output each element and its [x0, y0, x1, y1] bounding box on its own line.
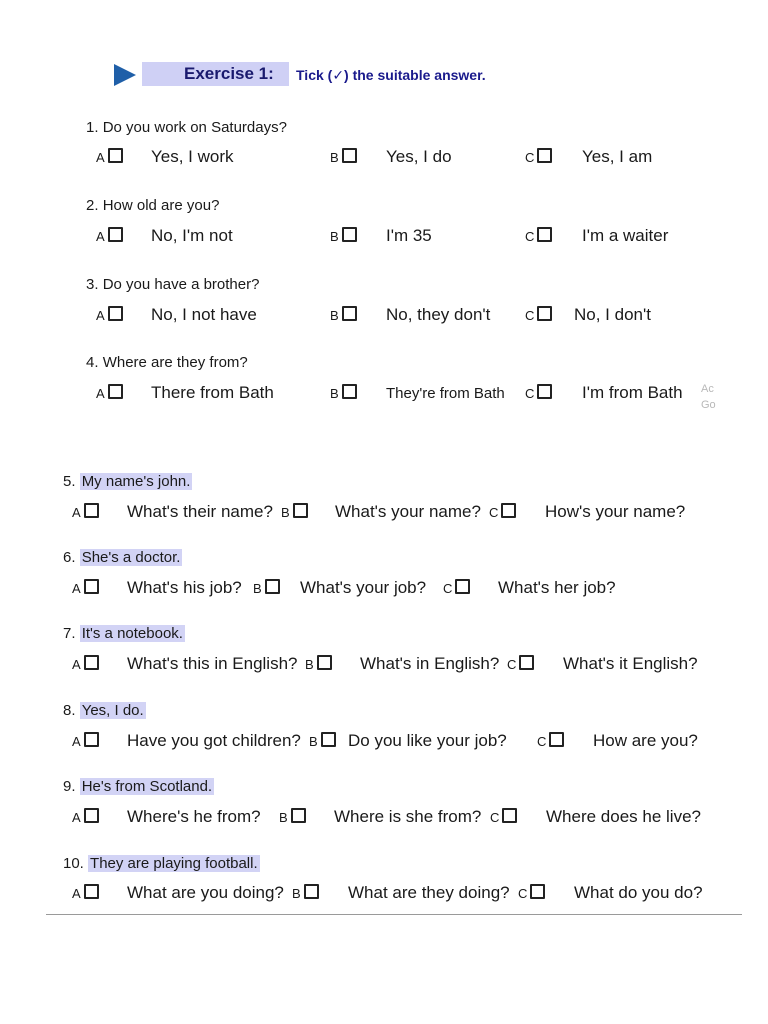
answer-a: What's his job?: [127, 578, 242, 597]
question-1: 1. Do you work on Saturdays?: [86, 119, 287, 136]
question-text: Yes, I do.: [81, 702, 144, 719]
question-text: Do you work on Saturdays?: [102, 119, 287, 136]
question-text: Where are they from?: [102, 354, 248, 371]
answer-c: I'm a waiter: [582, 226, 669, 245]
option-c[interactable]: C: [490, 807, 517, 827]
option-b[interactable]: B: [281, 502, 308, 522]
answer-c: No, I don't: [574, 305, 651, 324]
checkbox-icon[interactable]: [84, 655, 99, 670]
option-c[interactable]: C: [525, 226, 552, 246]
options-row-3: [0, 305, 700, 327]
answer-a: There from Bath: [151, 383, 274, 402]
question-text: Do you have a brother?: [102, 276, 260, 293]
question-4: 4. Where are they from?: [86, 354, 248, 371]
checkbox-icon[interactable]: [291, 808, 306, 823]
option-a[interactable]: A: [72, 654, 99, 674]
options-row-7: [0, 654, 700, 676]
overlay-text-2: Go: [701, 399, 716, 411]
checkbox-icon[interactable]: [108, 306, 123, 321]
overlay-text-1: Ac: [701, 383, 714, 395]
option-a[interactable]: A: [72, 502, 99, 522]
question-text: She's a doctor.: [81, 549, 181, 566]
option-b[interactable]: B: [279, 807, 306, 827]
options-row-8: [0, 731, 700, 753]
question-text: My name's john.: [81, 473, 191, 490]
checkbox-icon[interactable]: [84, 503, 99, 518]
option-c[interactable]: C: [443, 578, 470, 598]
answer-a: What are you doing?: [127, 883, 284, 902]
checkbox-icon[interactable]: [304, 884, 319, 899]
answer-c: Yes, I am: [582, 147, 653, 166]
checkbox-icon[interactable]: [549, 732, 564, 747]
answer-a: Where's he from?: [127, 807, 261, 826]
checkbox-icon[interactable]: [530, 884, 545, 899]
checkbox-icon[interactable]: [84, 579, 99, 594]
answer-c: I'm from Bath: [582, 383, 683, 402]
option-a[interactable]: A: [96, 226, 123, 246]
answer-b: I'm 35: [386, 226, 432, 245]
answer-c: Where does he live?: [546, 807, 701, 826]
question-text: They are playing football.: [90, 855, 258, 872]
play-arrow-icon: [114, 64, 136, 86]
option-b[interactable]: B: [309, 731, 336, 751]
answer-b: What's in English?: [360, 654, 500, 673]
option-c[interactable]: C: [525, 305, 552, 325]
option-c[interactable]: C: [507, 654, 534, 674]
checkbox-icon[interactable]: [84, 884, 99, 899]
checkbox-icon[interactable]: [537, 227, 552, 242]
answer-a: Yes, I work: [151, 147, 234, 166]
checkbox-icon[interactable]: [317, 655, 332, 670]
question-7: 7. It's a notebook.: [63, 625, 183, 642]
answer-a: Have you got children?: [127, 731, 301, 750]
question-text: It's a notebook.: [81, 625, 183, 642]
question-3: 3. Do you have a brother?: [86, 276, 260, 293]
option-b[interactable]: B: [330, 147, 357, 167]
options-row-5: [0, 502, 700, 524]
option-b[interactable]: B: [292, 883, 319, 903]
option-c[interactable]: C: [489, 502, 516, 522]
question-8: 8. Yes, I do.: [63, 702, 144, 719]
exercise-title: Exercise 1:: [184, 64, 274, 83]
checkbox-icon[interactable]: [84, 808, 99, 823]
checkbox-icon[interactable]: [108, 148, 123, 163]
checkbox-icon[interactable]: [502, 808, 517, 823]
checkbox-icon[interactable]: [455, 579, 470, 594]
option-a[interactable]: A: [72, 578, 99, 598]
checkbox-icon[interactable]: [342, 384, 357, 399]
checkbox-icon[interactable]: [293, 503, 308, 518]
checkbox-icon[interactable]: [342, 306, 357, 321]
options-row-4: [0, 383, 700, 405]
option-b[interactable]: B: [330, 383, 357, 403]
checkbox-icon[interactable]: [501, 503, 516, 518]
answer-b: No, they don't: [386, 305, 491, 324]
answer-b: They're from Bath: [386, 385, 505, 402]
answer-a: No, I not have: [151, 305, 257, 324]
question-10: 10. They are playing football.: [63, 855, 258, 872]
option-a[interactable]: A: [96, 305, 123, 325]
question-5: 5. My name's john.: [63, 473, 191, 490]
option-b[interactable]: B: [305, 654, 332, 674]
question-9: 9. He's from Scotland.: [63, 778, 213, 795]
answer-c: What's her job?: [498, 578, 616, 597]
options-row-6: [0, 578, 700, 600]
checkbox-icon[interactable]: [342, 227, 357, 242]
question-2: 2. How old are you?: [86, 197, 220, 214]
answer-a: No, I'm not: [151, 226, 233, 245]
question-text: He's from Scotland.: [81, 778, 213, 795]
answer-c: What's it English?: [563, 654, 698, 673]
options-row-10: [0, 883, 703, 905]
option-b[interactable]: B: [253, 578, 280, 598]
answer-a: What's their name?: [127, 502, 273, 521]
checkbox-icon[interactable]: [84, 732, 99, 747]
answer-b: What are they doing?: [348, 883, 510, 902]
option-c[interactable]: C: [525, 383, 552, 403]
exercise-header: [112, 60, 632, 90]
option-a[interactable]: A: [72, 883, 99, 903]
answer-b: Do you like your job?: [348, 731, 507, 750]
checkbox-icon[interactable]: [537, 384, 552, 399]
option-c[interactable]: C: [537, 731, 564, 751]
option-c[interactable]: C: [518, 883, 545, 903]
answer-c: How's your name?: [545, 502, 686, 521]
checkbox-icon[interactable]: [537, 148, 552, 163]
options-row-9: [0, 807, 700, 829]
answer-c: How are you?: [593, 731, 698, 750]
answer-c: What do you do?: [574, 883, 703, 902]
option-c[interactable]: C: [525, 147, 552, 167]
checkbox-icon[interactable]: [108, 384, 123, 399]
answer-b: What's your name?: [335, 502, 481, 521]
option-a[interactable]: A: [72, 731, 99, 751]
checkbox-icon[interactable]: [519, 655, 534, 670]
answer-a: What's this in English?: [127, 654, 298, 673]
option-a[interactable]: A: [96, 147, 123, 167]
option-a[interactable]: A: [96, 383, 123, 403]
checkbox-icon[interactable]: [342, 148, 357, 163]
options-row-1: [0, 147, 700, 169]
option-a[interactable]: A: [72, 807, 99, 827]
checkbox-icon[interactable]: [537, 306, 552, 321]
options-row-2: [0, 226, 700, 248]
question-6: 6. She's a doctor.: [63, 549, 181, 566]
checkbox-icon[interactable]: [321, 732, 336, 747]
checkbox-icon[interactable]: [265, 579, 280, 594]
answer-b: Where is she from?: [334, 807, 482, 826]
exercise-instruction: Tick (✓) the suitable answer.: [296, 67, 486, 83]
answer-b: What's your job?: [300, 578, 427, 597]
checkbox-icon[interactable]: [108, 227, 123, 242]
answer-b: Yes, I do: [386, 147, 452, 166]
option-b[interactable]: B: [330, 226, 357, 246]
bottom-divider: [46, 914, 742, 915]
question-text: How old are you?: [102, 197, 220, 214]
option-b[interactable]: B: [330, 305, 357, 325]
